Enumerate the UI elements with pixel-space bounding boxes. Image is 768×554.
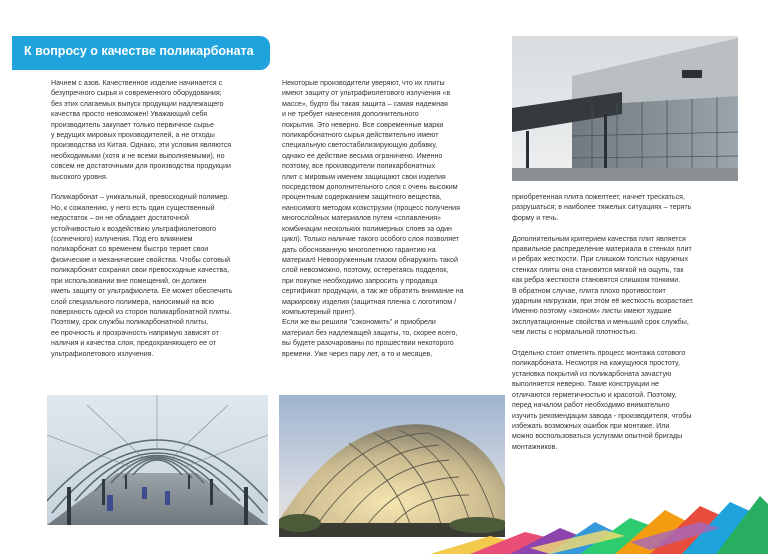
paragraph: приобретенная плита пожелтеет, начнет трескаться, разрушаться; в наиболее тяжелых ситуациях – терять форму и течь. [512,193,692,222]
decorative-ribbon [430,492,768,554]
paragraph: Начнем с азов. Качественное изделие начинается с безупречного сырья и современного оборудования; без этих слагаемых выпуск продукции надлежащего качества просто невозможен! Уважающий себя производитель закупает только первичное сырье у ведущих мировых производителей, а не отходы производства из Китая. Однако, эти условия являются необходимыми (хотя и не всеми выполняемыми), но совсем не достаточными для производства продукции высокого уровня. [51,79,232,181]
paragraph: Отдельно стоит отметить процесс монтажа сотового поликарбоната. Несмотря на кажущуюся простоту, установка покрытий из поликарбоната зачастую выполняется неверно. Такие конструкции не отличаются герметичностью и красотой. Поэтому, перед началом работ необходимо внимательно изучить рекомендации завода - производителя, чтобы избежать возможных ошибок при монтаже. Или можно воспользоваться услугами опытной бригады монтажников. [512,349,692,451]
paragraph: Дополнительным критерием качества плит является правильное распределение материала в стенках плит и ребрах жесткости. При слишком толстых наружных стенках плиты она становится мягкой на ощупь, так как ребра жесткости становятся слишком тонкими. В обратном случае, плита плохо противостоит ударным нагрузкам, при этом её жесткость возрастает. Именно поэтому «эконом» листы имеют худшие эксплуатационные свойства и меньший срок службы, чем листы с нормальной плотностью. [512,234,694,337]
station-canopy-photo [512,36,738,181]
paragraph: Некоторые производители уверяют, что их плиты имеют защиту от ультрафиолетового излучения «в массе», будто бы такая защита – самая надежная и не требует нанесения дополнительного покрытия. Это неверно. Все современные марки поликарбонатного сырья действительно имеют специальную светостабилизирующую добавку, однако ее действие весьма ограничено. Именно поэтому, все производители поликарбонатных плит с мировым именем защищают свои изделия посредством дополнительного слоя с очень высоким процентным содержанием защитного вещества, наносимого методом коэкструзии (процесс получения многослойных материалов путем «сплавления» комбинации нескольких полимерных слоев за один цикл). Только наличие такого особого слоя позволяет дать обоснованную многолетнюю гарантию на материал! Невооруженным глазом обнаружить такой слой невозможно, поэтому, остерегаясь подделок, при покупке необходимо запросить у продавца сертификат продукции, а так же обратить внимание на маркировку изделия (защитная пленка с логотипом / компьютерный принт). Если же вы решили "сэкономить" и приобрели материал без надлежащей защиты, то, скорее всего, вы будете разочарованы по прошествии некоторого времени. Уже через пару лет, а то и месяцев, [282,79,464,358]
text-column-2 [282,78,507,359]
paragraph: Поликарбонат – уникальный, превосходный полимер. Но, к сожалению, у него есть один существенный недостаток – он не обладает достаточной устойчивостью к воздействию ультрафиолетового (солнечного) излучения. Под его влиянием поликарбонат со временем быстро теряет свои физические и механические свойства. Чтобы сотовый поликарбонат сохранял свои превосходные качества, при использовании вне помещений, он должен иметь защиту от ультрафиолета. Ее может обеспечить слой специального полимера, наносимый на всю поверхность одной из сторон поликарбонатной плиты. Поэтому, срок службы поликарбонатной плиты, ее прочность и прозрачность напрямую зависят от наличия и качества слоя, предохраняющего ее от ультрафиолетового излучения. [51,193,233,358]
text-column-3 [512,192,737,452]
walkway-canopy-photo [47,395,268,525]
page-title: К вопросу о качестве поликарбоната [24,44,254,58]
text-column-1 [51,78,276,359]
